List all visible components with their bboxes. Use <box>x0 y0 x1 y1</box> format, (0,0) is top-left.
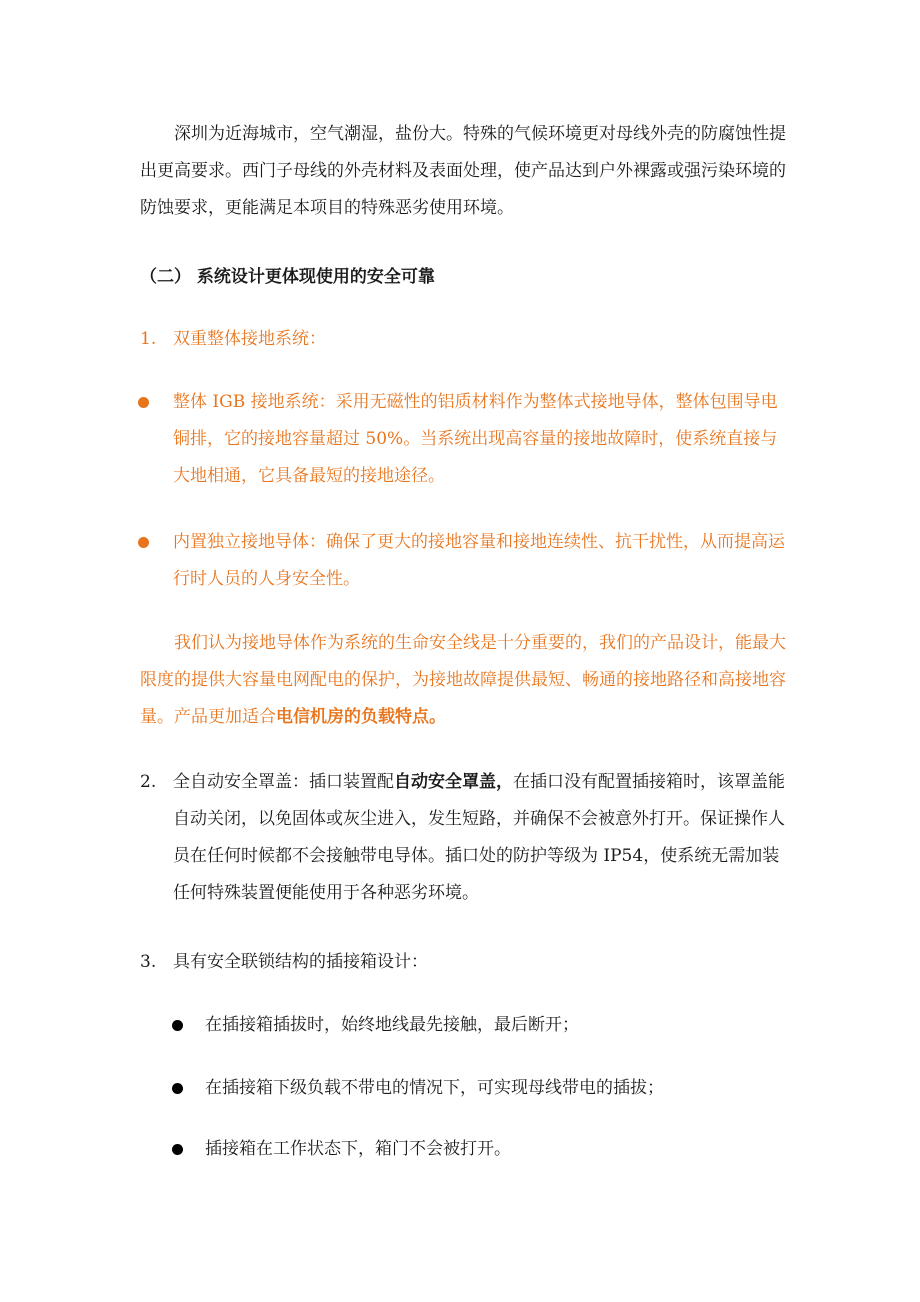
bullet-item-igb <box>138 384 790 495</box>
numbered-item-3 <box>140 944 790 981</box>
sub-bullet-3 <box>172 1131 790 1168</box>
bullet-text: 整体 IGB 接地系统：采用无磁性的铝质材料作为整体式接地导体，整体包围导电铜排，它的接地容量超过 50%。当系统出现高容量的接地故障时，使系统直接与大地相通，它具备最短的接地途径。 <box>173 392 778 486</box>
item-number: 2. <box>140 772 157 792</box>
sub-bullet-2 <box>172 1070 790 1107</box>
section-heading: （二） 系统设计更体现使用的安全可靠 <box>140 267 435 287</box>
orange-bullet-icon <box>138 537 149 548</box>
orange-bullet-icon <box>138 397 149 408</box>
item-number: 1. <box>140 329 157 349</box>
item-number: 3. <box>140 952 157 972</box>
item-text <box>173 764 790 912</box>
item-text: 具有安全联锁结构的插接箱设计： <box>173 952 428 972</box>
sub-bullet-1 <box>172 1007 790 1044</box>
sub-bullet-text: 在插接箱下级负载不带电的情况下，可实现母线带电的插拔； <box>205 1078 664 1098</box>
bullet-item-internal-conductor <box>138 524 790 598</box>
black-bullet-icon <box>172 1020 183 1031</box>
numbered-item-1 <box>140 321 790 358</box>
numbered-item-2 <box>140 764 790 912</box>
item-bold-text: 自动安全罩盖， <box>394 772 513 792</box>
item-text-b: 在插口没有配置插接箱时，该罩盖能自动关闭，以免固体或灰尘进入，发生短路，并确保不会被意外打开。保证操作人员在任何时候都不会接触带电导体。插口处的防护等级为 IP54，使系统无需加装任何特殊装置便能使用于各种恶劣环境。 <box>173 772 785 903</box>
item-text-a: 全自动安全罩盖：插口装置配 <box>173 772 394 792</box>
intro-paragraph: 深圳为近海城市，空气潮湿，盐份大。特殊的气候环境更对母线外壳的防腐蚀性提出更高要求。西门子母线的外壳材料及表面处理，使产品达到户外裸露或强污染环境的防蚀要求，更能满足本项目的特殊恶劣使用环境。 <box>140 124 786 218</box>
sub-bullet-text: 在插接箱插拔时，始终地线最先接触，最后断开； <box>205 1015 579 1035</box>
item-text: 双重整体接地系统： <box>173 329 326 349</box>
grounding-paragraph <box>140 625 790 736</box>
sub-bullet-text: 插接箱在工作状态下，箱门不会被打开。 <box>205 1139 511 1159</box>
bullet-text: 内置独立接地导体：确保了更大的接地容量和接地连续性、抗干扰性，从而提高运行时人员的人身安全性。 <box>173 532 785 589</box>
grounding-bold-text: 电信机房的负载特点。 <box>276 707 446 727</box>
black-bullet-icon <box>172 1144 183 1155</box>
grounding-text: 我们认为接地导体作为系统的生命安全线是十分重要的，我们的产品设计，能最大限度的提供大容量电网配电的保护，为接地故障提供最短、畅通的接地路径和高接地容量。产品更加适合 <box>140 633 786 727</box>
black-bullet-icon <box>172 1083 183 1094</box>
